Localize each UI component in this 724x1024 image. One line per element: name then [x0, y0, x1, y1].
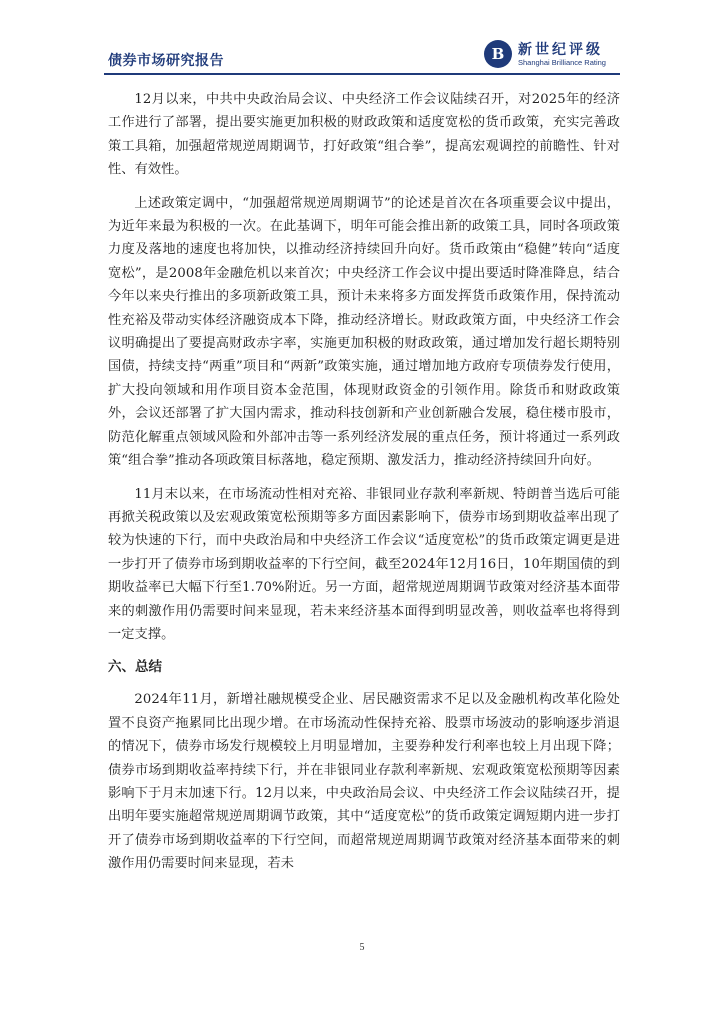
section-heading-summary: 六、总结 — [108, 659, 162, 676]
page-number: 5 — [359, 942, 365, 953]
paragraph-policy-meetings: 12月以来，中共中央政治局会议、中央经济工作会议陆续召开，对2025年的经济工作进行了部署，提出要实施更加积极的财政政策和适度宽松的货币政策，充实完善政策工具箱，加强超常规逆周期调节，打好政策“组合拳”，提高宏观调控的前瞻性、针对性、有效性。 — [108, 92, 620, 178]
logo-chinese-name: 新世纪评级 — [518, 42, 603, 58]
brilliance-logo-icon: B — [484, 40, 512, 68]
brand-logo — [484, 38, 644, 74]
logo-english-name: Shanghai Brilliance Rating — [518, 58, 606, 67]
header-divider — [104, 73, 620, 75]
paragraph-summary: 2024年11月，新增社融规模受企业、居民融资需求不足以及金融机构改革化险处置不良资产拖累同比出现少增。在市场流动性保持充裕、股票市场波动的影响逐步消退的情况下，债券市场发行规模较上月明显增加，主要券种发行利率也较上月出现下降；债券市场到期收益率持续下行，并在非银同业存款利率新规、宏观政策宽松预期等因素影响下于月末加速下行。12月以来，中央政治局会议、中央经济工作会议陆续召开，提出明年要实施超常规逆周期调节政策，其中“适度宽松”的货币政策定调短期内进一步打开了债券市场到期收益率的下行空间，而超常规逆周期调节政策对经济基本面带来的刺激作用仍需要时间来显现，若未 — [108, 692, 620, 872]
page-content — [108, 88, 620, 886]
report-header-title: 债券市场研究报告 — [108, 53, 224, 69]
paragraph-yield-outlook: 11月末以来，在市场流动性相对充裕、非银同业存款利率新规、特朗普当选后可能再掀关税政策以及宏观政策宽松预期等多方面因素影响下，债券市场到期收益率出现了较为快速的下行，而中央政治局和中央经济工作会议“适度宽松”的货币政策定调更是进一步打开了债券市场到期收益率的下行空间，截至2024年12月16日，10年期国债的到期收益率已大幅下行至1.70%附近。另一方面，超常规逆周期调节政策对经济基本面带来的刺激作用仍需要时间来显现，若未来经济基本面得到明显改善，则收益率也将得到一定支撑。 — [108, 486, 620, 642]
paragraph-policy-tone: 上述政策定调中，“加强超常规逆周期调节”的论述是首次在各项重要会议中提出，为近年来最为积极的一次。在此基调下，明年可能会推出新的政策工具，同时各项政策力度及落地的速度也将加快，以推动经济持续回升向好。货币政策由“稳健”转向“适度宽松”，是2008年金融危机以来首次；中央经济工作会议中提出要适时降准降息，结合今年以来央行推出的多项新政策工具，预计未来将多方面发挥货币政策作用，保持流动性充裕及带动实体经济融资成本下降，推动经济增长。财政政策方面，中央经济工作会议明确提出了要提高财政赤字率，实施更加积极的财政政策，通过增加发行超长期特别国债，持续支持“两重”项目和“两新”政策实施，通过增加地方政府专项债券发行使用，扩大投向领域和用作项目资本金范围，体现财政资金的引领作用。除货币和财政政策外，会议还部署了扩大国内需求，推动科技创新和产业创新融合发展，稳住楼市股市，防范化解重点领域风险和外部冲击等一系列经济发展的重点任务，预计将通过一系列政策“组合拳”推动各项政策目标落地，稳定预期、激发活力，推动经济持续回升向好。 — [108, 195, 620, 469]
